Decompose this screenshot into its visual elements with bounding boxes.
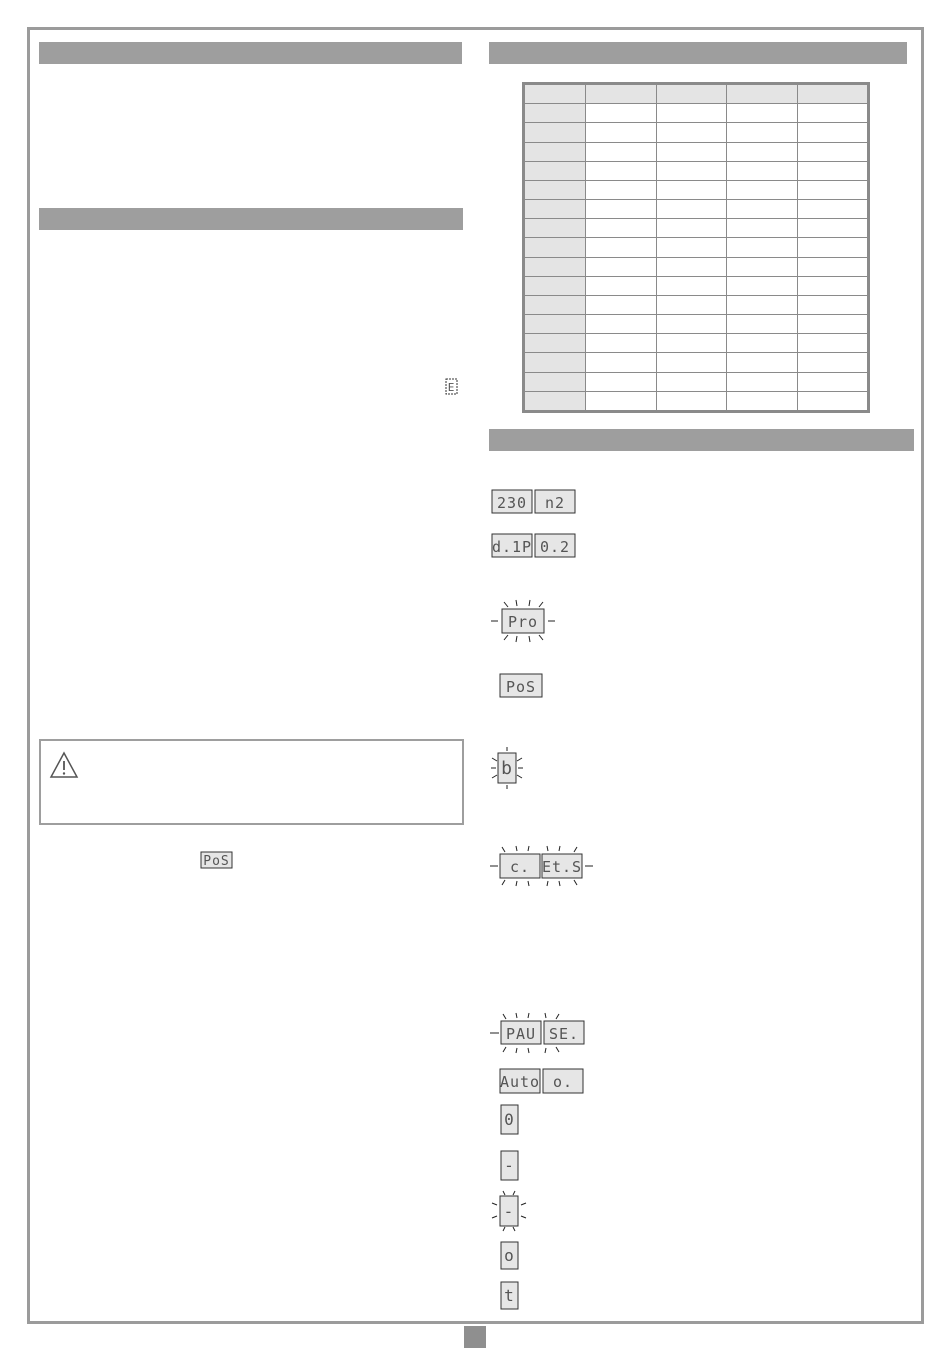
table-row: [525, 104, 868, 123]
display-text: Et.S: [541, 858, 583, 876]
table-row: [525, 161, 868, 180]
warning-box: [39, 739, 464, 825]
table-row: [525, 391, 868, 410]
display-dash-icon: [499, 1150, 521, 1182]
display-text: t: [504, 1286, 515, 1305]
table-row: [525, 334, 868, 353]
display-230-n2-icon: [491, 489, 577, 515]
display-text: Pro: [507, 613, 539, 631]
display-text: -: [503, 1202, 515, 1221]
table-row: [525, 315, 868, 334]
table-row: [525, 123, 868, 142]
display-text: d.1P: [491, 538, 533, 556]
table-row: [525, 257, 868, 276]
section-header-bar: [489, 42, 907, 64]
display-text: o: [504, 1246, 515, 1265]
display-text: PoS: [505, 678, 537, 696]
display-b-blinking-icon: [489, 746, 525, 790]
display-text: c.: [509, 858, 531, 876]
table-row: [525, 180, 868, 199]
inline-display-icon: [444, 378, 460, 396]
display-o-icon: [499, 1241, 521, 1271]
table-row: [525, 372, 868, 391]
table-row: [525, 295, 868, 314]
section-header-bar: [489, 429, 914, 451]
display-t-icon: [499, 1281, 521, 1311]
section-header-bar: [39, 42, 462, 64]
display-text: PAU: [505, 1025, 537, 1043]
display-text: o.: [552, 1073, 574, 1091]
inline-pos-display-icon: [200, 851, 234, 869]
display-pro-blinking-icon: [489, 598, 557, 644]
page-number-tab: [464, 1326, 486, 1348]
display-zero-icon: [499, 1104, 521, 1136]
table-row: [525, 276, 868, 295]
display-auto-icon: [499, 1068, 587, 1095]
data-table: [522, 82, 870, 413]
table-row: [525, 85, 868, 104]
display-pause-blinking-icon: [489, 1010, 589, 1056]
display-text: 0: [504, 1110, 515, 1129]
inline-display-text: E: [447, 381, 456, 394]
table-row: [525, 142, 868, 161]
table-row: [525, 353, 868, 372]
display-pos-icon: [499, 673, 545, 699]
display-text: n2: [544, 494, 566, 512]
table-row: [525, 200, 868, 219]
display-dip-icon: [491, 533, 577, 559]
display-text: -: [504, 1156, 515, 1175]
display-text: Auto: [499, 1073, 541, 1091]
table-row: [525, 219, 868, 238]
display-text: 230: [496, 494, 528, 512]
table-row: [525, 238, 868, 257]
display-text: b: [501, 758, 513, 779]
display-text: 0.2: [539, 538, 571, 556]
section-header-bar: [39, 208, 463, 230]
display-text: SE.: [548, 1025, 580, 1043]
inline-pos-display-text: PoS: [203, 854, 230, 869]
display-dash-blinking-icon: [489, 1190, 529, 1232]
display-cets-blinking-icon: [489, 843, 595, 889]
warning-triangle-icon: [49, 751, 79, 779]
